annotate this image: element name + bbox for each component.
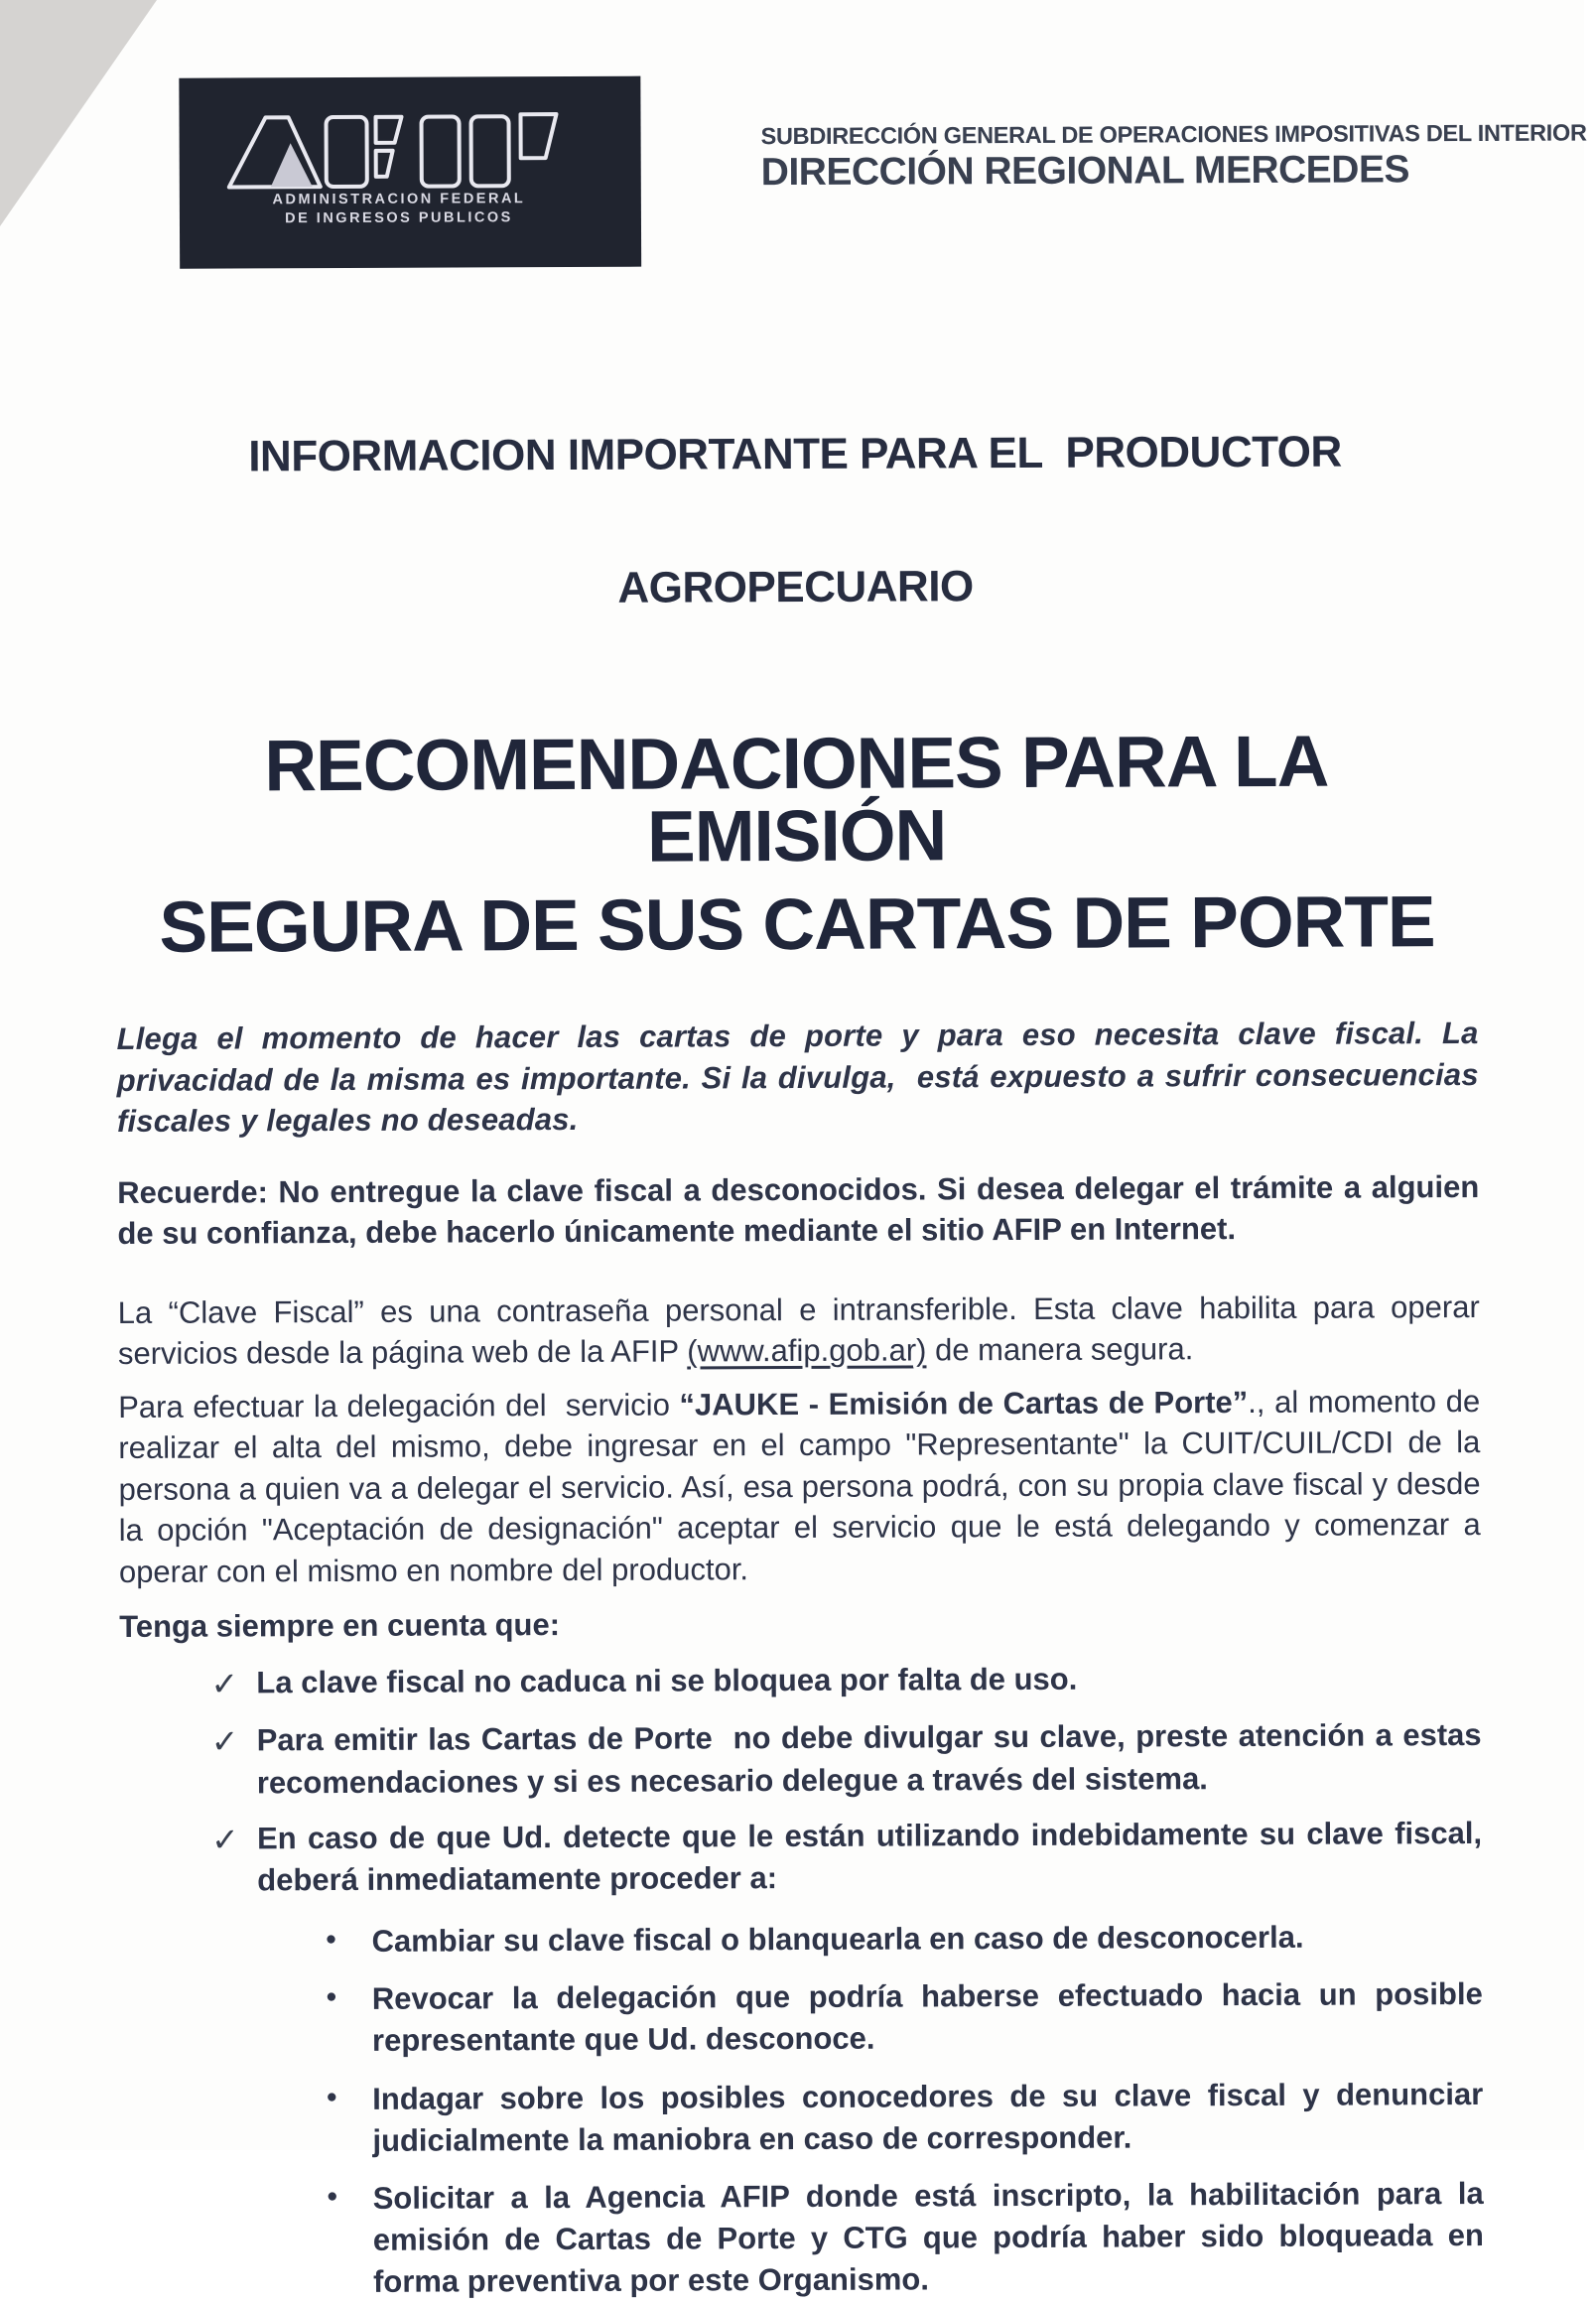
check-list-item <box>120 1714 1491 1804</box>
afip-url: (www.afip.gob.ar) <box>687 1332 927 1369</box>
bullet-item-text: Indagar sobre los posibles conocedores de su clave fiscal y denunciar judicialmente la maniobra en caso de corresponder. <box>372 2076 1492 2158</box>
kicker-line1: INFORMACION IMPORTANTE PARA EL PRODUCTOR <box>248 427 1342 481</box>
afip-logo-background <box>179 76 641 269</box>
org-direccion-line: DIRECCIÓN REGIONAL MERCEDES <box>760 148 1410 195</box>
jauke-service-name: “JAUKE - Emisión de Cartas de Porte” <box>679 1384 1249 1423</box>
afip-caption-line2: DE INGRESOS PUBLICOS <box>285 209 513 227</box>
check-item-text: Para emitir las Cartas de Porte no debe divulgar su clave, preste atención a estas recomendaciones y si es necesario delegue a través del sistema. <box>256 1717 1491 1800</box>
bullet-icon: • <box>327 2180 337 2213</box>
bullet-item-text: Solicitar a la Agencia AFIP donde está inscripto, la habilitación para la emisión de Cartas de Porte y CTG que podría haber sido bloqueada en forma preventiva por este Organismo. <box>372 2175 1493 2299</box>
afip-logo <box>179 76 641 269</box>
bullet-list-item <box>122 2173 1493 2304</box>
check-list-item <box>119 1657 1481 1707</box>
delegacion-text-before: Para efectuar la delegación del servicio <box>118 1387 680 1424</box>
bullet-list <box>120 1916 1493 2304</box>
org-subdireccion-line: SUBDIRECCIÓN GENERAL DE OPERACIONES IMPOSITIVAS DEL INTERIOR <box>760 119 1587 150</box>
lead-paragraph: Llega el momento de hacer las cartas de porte y para eso necesita clave fiscal. La privacidad de la misma es importante. Si la divulga, está expuesto a sufrir consecuencias fiscales y legales no deseadas. <box>116 1015 1488 1140</box>
bullet-icon: • <box>326 1981 337 2014</box>
check-list-item <box>120 1813 1491 1902</box>
bullet-item-text: Revocar la delegación que podría haberse efectuado hacia un posible representante que Ud. desconoce. <box>371 1976 1492 2059</box>
delegacion-text-after: ., al momento de realizar el alta del mismo, debe ingresar en el campo "Representante" la CUIT/CUIL/CDI de la persona a quien va a delegar el servicio. Así, esa persona podrá, con su propia clave fiscal y desde la opción "Aceptación de designación" aceptar el servicio que le está delegando y comenzar a operar con el mismo en nombre del productor. <box>118 1383 1490 1589</box>
bullet-icon: • <box>327 2081 337 2113</box>
document-kicker <box>114 340 1478 703</box>
document-body <box>114 340 1493 2304</box>
kicker-line2: AGROPECUARIO <box>617 562 974 613</box>
bullet-item-text: Cambiar su clave fiscal o blanquearla en caso de desconocerla. <box>371 1919 1304 1959</box>
org-unit-header <box>761 120 1587 196</box>
check-icon: ✓ <box>210 1722 239 1760</box>
bullet-icon: • <box>326 1924 336 1957</box>
bullet-list-item <box>121 1973 1492 2063</box>
afip-caption-line1: ADMINISTRACION FEDERAL <box>272 191 526 208</box>
recuerde-paragraph: Recuerde: No entregue la clave fiscal a desconocidos. Si desea delegar el trámite a alguien de su confianza, debe hacerlo únicamente mediante el sitio AFIP en Internet. <box>117 1168 1488 1252</box>
afip-logo-graphic <box>179 76 641 269</box>
clave-text-after: de manera segura. <box>926 1331 1194 1368</box>
title-line2: SEGURA DE SUS CARTAS DE PORTE <box>159 881 1435 968</box>
clave-fiscal-paragraph <box>117 1287 1489 1375</box>
title-line1: RECOMENDACIONES PARA LA EMISIÓN <box>264 721 1329 878</box>
bullet-list-item <box>121 2073 1492 2162</box>
check-item-text: En caso de que Ud. detecte que le están utilizando indebidamente su clave fiscal, deberá inmediatamente proceder a: <box>256 1815 1491 1898</box>
document-title <box>115 721 1478 968</box>
tenga-heading: Tenga siempre en cuenta que: <box>119 1607 561 1645</box>
check-list <box>119 1657 1491 1902</box>
bullet-list-item <box>120 1916 1482 1964</box>
check-icon: ✓ <box>210 1664 239 1702</box>
clave-text-before: La “Clave Fiscal” es una contraseña personal e intransferible. Esta clave habilita para operar servicios desde la página web de la AFIP <box>117 1288 1489 1372</box>
check-icon: ✓ <box>210 1821 239 1858</box>
check-item-text: La clave fiscal no caduca ni se bloquea por falta de uso. <box>256 1661 1078 1699</box>
delegacion-paragraph <box>118 1381 1490 1593</box>
